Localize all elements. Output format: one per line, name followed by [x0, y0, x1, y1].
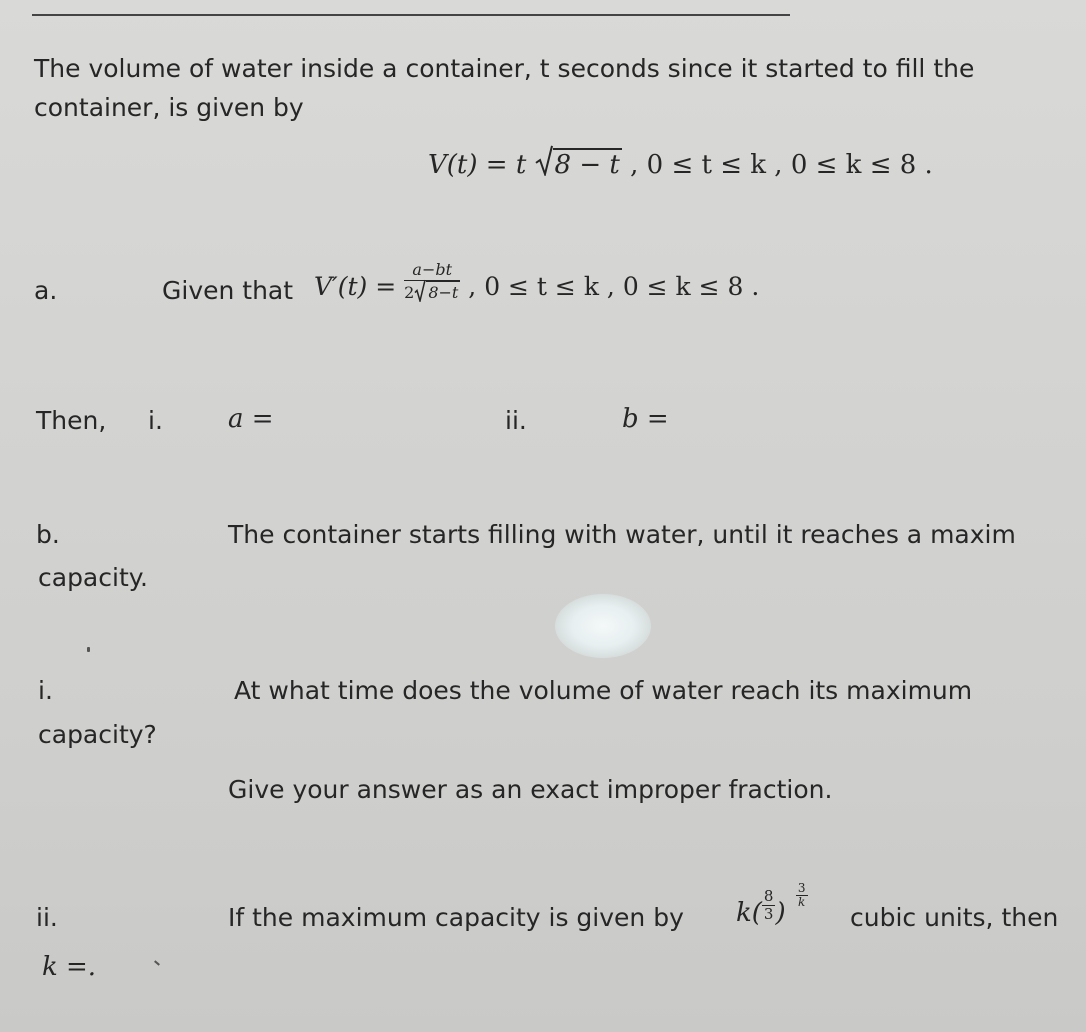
equation-radicand: 8 − t: [554, 150, 620, 180]
part-b-label: b.: [36, 520, 60, 549]
k-answer-line: k =.: [42, 952, 97, 982]
part-b-i-text-line-2: capacity?: [38, 720, 157, 749]
capacity-fraction-denominator: 3: [763, 905, 774, 923]
equation-sqrt: [535, 148, 622, 180]
denominator-radicand: 8−t: [428, 283, 459, 302]
light-glare: [555, 594, 651, 658]
capacity-k: k(: [736, 897, 762, 928]
part-b-i-label: i.: [38, 676, 53, 705]
then-ii-label: ii.: [505, 406, 527, 435]
denominator-sqrt: [414, 281, 460, 304]
capacity-exponent: [796, 882, 808, 909]
part-b-text-line-1: The container starts filling with water, until it reaches a maxim: [228, 520, 1016, 549]
capacity-fraction-numerator: 8: [763, 887, 774, 905]
intro-line-1: The volume of water inside a container, t seconds since it started to fill the: [34, 54, 975, 83]
equation-domain: , 0 ≤ t ≤ k , 0 ≤ k ≤ 8 .: [630, 150, 933, 180]
a-equals: a =: [228, 404, 274, 434]
derivative-equation: [314, 262, 759, 306]
radical-sign-icon: [414, 279, 426, 302]
ink-speck: [154, 960, 160, 965]
part-b-ii-label: ii.: [36, 903, 58, 932]
radical-sign-icon: [535, 144, 553, 176]
derivative-numerator: a−bt: [404, 260, 460, 281]
part-b-ii-text: If the maximum capacity is given by: [228, 903, 684, 932]
derivative-lhs: V′(t) =: [314, 271, 397, 301]
capacity-close-paren: ): [775, 897, 786, 928]
derivative-denominator: [404, 281, 460, 304]
b-equals: b =: [622, 404, 669, 434]
part-b-i-instruction: Give your answer as an exact improper fraction.: [228, 775, 833, 804]
ink-speck: [87, 647, 90, 652]
capacity-expression: [736, 881, 808, 928]
volume-equation: [428, 148, 933, 180]
equation-lhs: V(t) = t: [428, 150, 527, 180]
part-a-given: Given that: [162, 276, 294, 305]
exponent-numerator: 3: [797, 881, 806, 895]
part-a-label: a.: [34, 276, 58, 305]
then-i-label: i.: [148, 406, 163, 435]
part-b-i-text-line-1: At what time does the volume of water reach its maximum: [234, 676, 973, 705]
denominator-coefficient: 2: [404, 283, 415, 302]
part-b-text-line-2: capacity.: [38, 563, 148, 592]
derivative-domain: , 0 ≤ t ≤ k , 0 ≤ k ≤ 8 .: [468, 271, 760, 301]
derivative-fraction: [404, 260, 460, 304]
exponent-denominator: k: [798, 895, 806, 909]
then-label: Then,: [36, 406, 107, 435]
part-b-ii-text-after: cubic units, then: [850, 903, 1059, 932]
top-rule: [32, 14, 790, 16]
capacity-fraction: [762, 888, 776, 923]
intro-line-2: container, is given by: [34, 93, 304, 122]
